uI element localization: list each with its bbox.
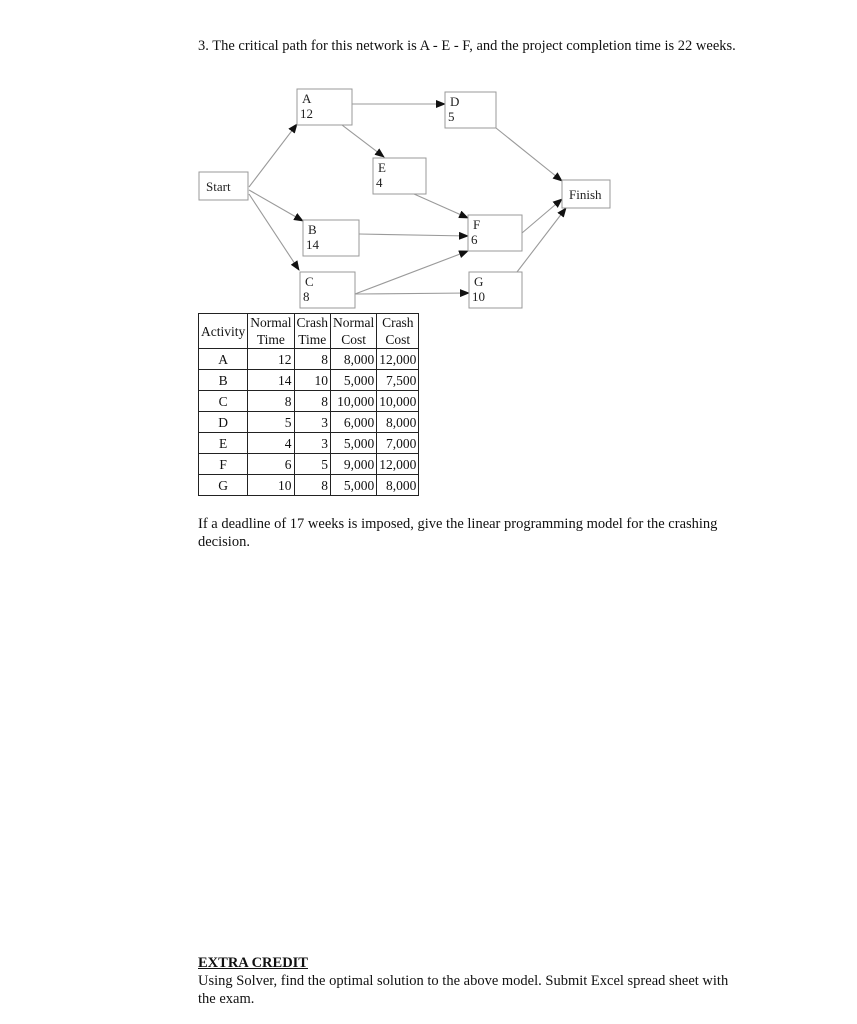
table-cell: 9,000 <box>331 454 377 475</box>
node-e-label: E <box>378 160 386 175</box>
extra-credit-text: Using Solver, find the optimal solution to the above model. Submit Excel spread sheet with the exam. <box>198 973 729 1007</box>
edge-f-to-finish <box>522 199 562 233</box>
table-row <box>199 433 419 454</box>
table-cell: 4 <box>248 433 294 454</box>
node-a <box>297 89 352 125</box>
node-c <box>300 272 355 308</box>
edge-a-to-e <box>342 125 384 157</box>
table-cell: 10,000 <box>377 391 419 412</box>
node-g-duration: 10 <box>472 289 485 304</box>
edge-c-to-f <box>355 251 468 294</box>
table-cell: G <box>199 475 248 496</box>
edge-c-to-g <box>355 293 469 294</box>
node-f <box>468 215 522 251</box>
deadline-question-text: If a deadline of 17 weeks is imposed, give the linear programming model for the crashing decision. <box>198 516 718 550</box>
table-cell: 5,000 <box>331 370 377 391</box>
node-g-label: G <box>474 274 484 289</box>
table-cell: 6,000 <box>331 412 377 433</box>
table-header-row <box>199 314 419 349</box>
table-cell: 8 <box>248 391 294 412</box>
table-cell: 8,000 <box>331 349 377 370</box>
edge-b-to-f <box>359 234 468 236</box>
node-e-duration: 4 <box>376 175 383 190</box>
node-finish <box>562 180 610 208</box>
node-c-label: C <box>305 274 314 289</box>
table-header-cell: Crash Cost <box>377 314 419 349</box>
table-cell: 12,000 <box>377 349 419 370</box>
table-cell: 8,000 <box>377 412 419 433</box>
node-start <box>199 172 248 200</box>
edge-start-to-a <box>249 124 297 187</box>
question-3-text: 3. The critical path for this network is A - E - F, and the project completion time is 22 weeks. <box>198 38 736 54</box>
table-cell: 12,000 <box>377 454 419 475</box>
node-a-label: A <box>302 91 312 106</box>
network-diagram <box>0 0 857 320</box>
table-cell: 7,500 <box>377 370 419 391</box>
table-cell: 14 <box>248 370 294 391</box>
table-cell: 6 <box>248 454 294 475</box>
node-start-label: Start <box>206 179 231 194</box>
table-cell: 10 <box>248 475 294 496</box>
table-cell: 5 <box>248 412 294 433</box>
table-row <box>199 349 419 370</box>
node-d-label: D <box>450 94 460 109</box>
table-header-cell: Activity <box>199 314 248 349</box>
table-cell: E <box>199 433 248 454</box>
table-cell: C <box>199 391 248 412</box>
node-e <box>373 158 426 194</box>
table-cell: 7,000 <box>377 433 419 454</box>
table-cell: D <box>199 412 248 433</box>
table-cell: F <box>199 454 248 475</box>
table-row <box>199 454 419 475</box>
table-header-cell: Normal Time <box>248 314 294 349</box>
table-cell: 5,000 <box>331 475 377 496</box>
table-cell: 8 <box>294 475 331 496</box>
table-row <box>199 412 419 433</box>
edge-d-to-finish <box>496 128 562 181</box>
table-cell: 10,000 <box>331 391 377 412</box>
table-cell: 5,000 <box>331 433 377 454</box>
table-header-cell: Crash Time <box>294 314 331 349</box>
table-cell: 3 <box>294 433 331 454</box>
table-cell: 3 <box>294 412 331 433</box>
table-cell: 5 <box>294 454 331 475</box>
node-d-duration: 5 <box>448 109 455 124</box>
activity-table <box>198 313 419 496</box>
table-header-cell: Normal Cost <box>331 314 377 349</box>
table-row <box>199 370 419 391</box>
node-b <box>303 220 359 256</box>
table-row <box>199 391 419 412</box>
node-c-duration: 8 <box>303 289 310 304</box>
node-f-label: F <box>473 217 481 232</box>
node-a-duration: 12 <box>300 106 313 121</box>
table-cell: B <box>199 370 248 391</box>
node-d <box>445 92 496 128</box>
edge-start-to-c <box>249 194 299 270</box>
node-b-label: B <box>308 222 317 237</box>
node-g <box>469 272 522 308</box>
table-row <box>199 475 419 496</box>
edge-e-to-f <box>414 194 468 218</box>
table-cell: 8 <box>294 391 331 412</box>
table-cell: A <box>199 349 248 370</box>
table-cell: 8 <box>294 349 331 370</box>
node-finish-label: Finish <box>569 187 602 202</box>
extra-credit-title: EXTRA CREDIT <box>198 955 308 971</box>
table-cell: 10 <box>294 370 331 391</box>
table-cell: 12 <box>248 349 294 370</box>
table-cell: 8,000 <box>377 475 419 496</box>
node-f-duration: 6 <box>471 232 478 247</box>
node-b-duration: 14 <box>306 237 319 252</box>
edge-g-to-finish <box>517 208 566 272</box>
